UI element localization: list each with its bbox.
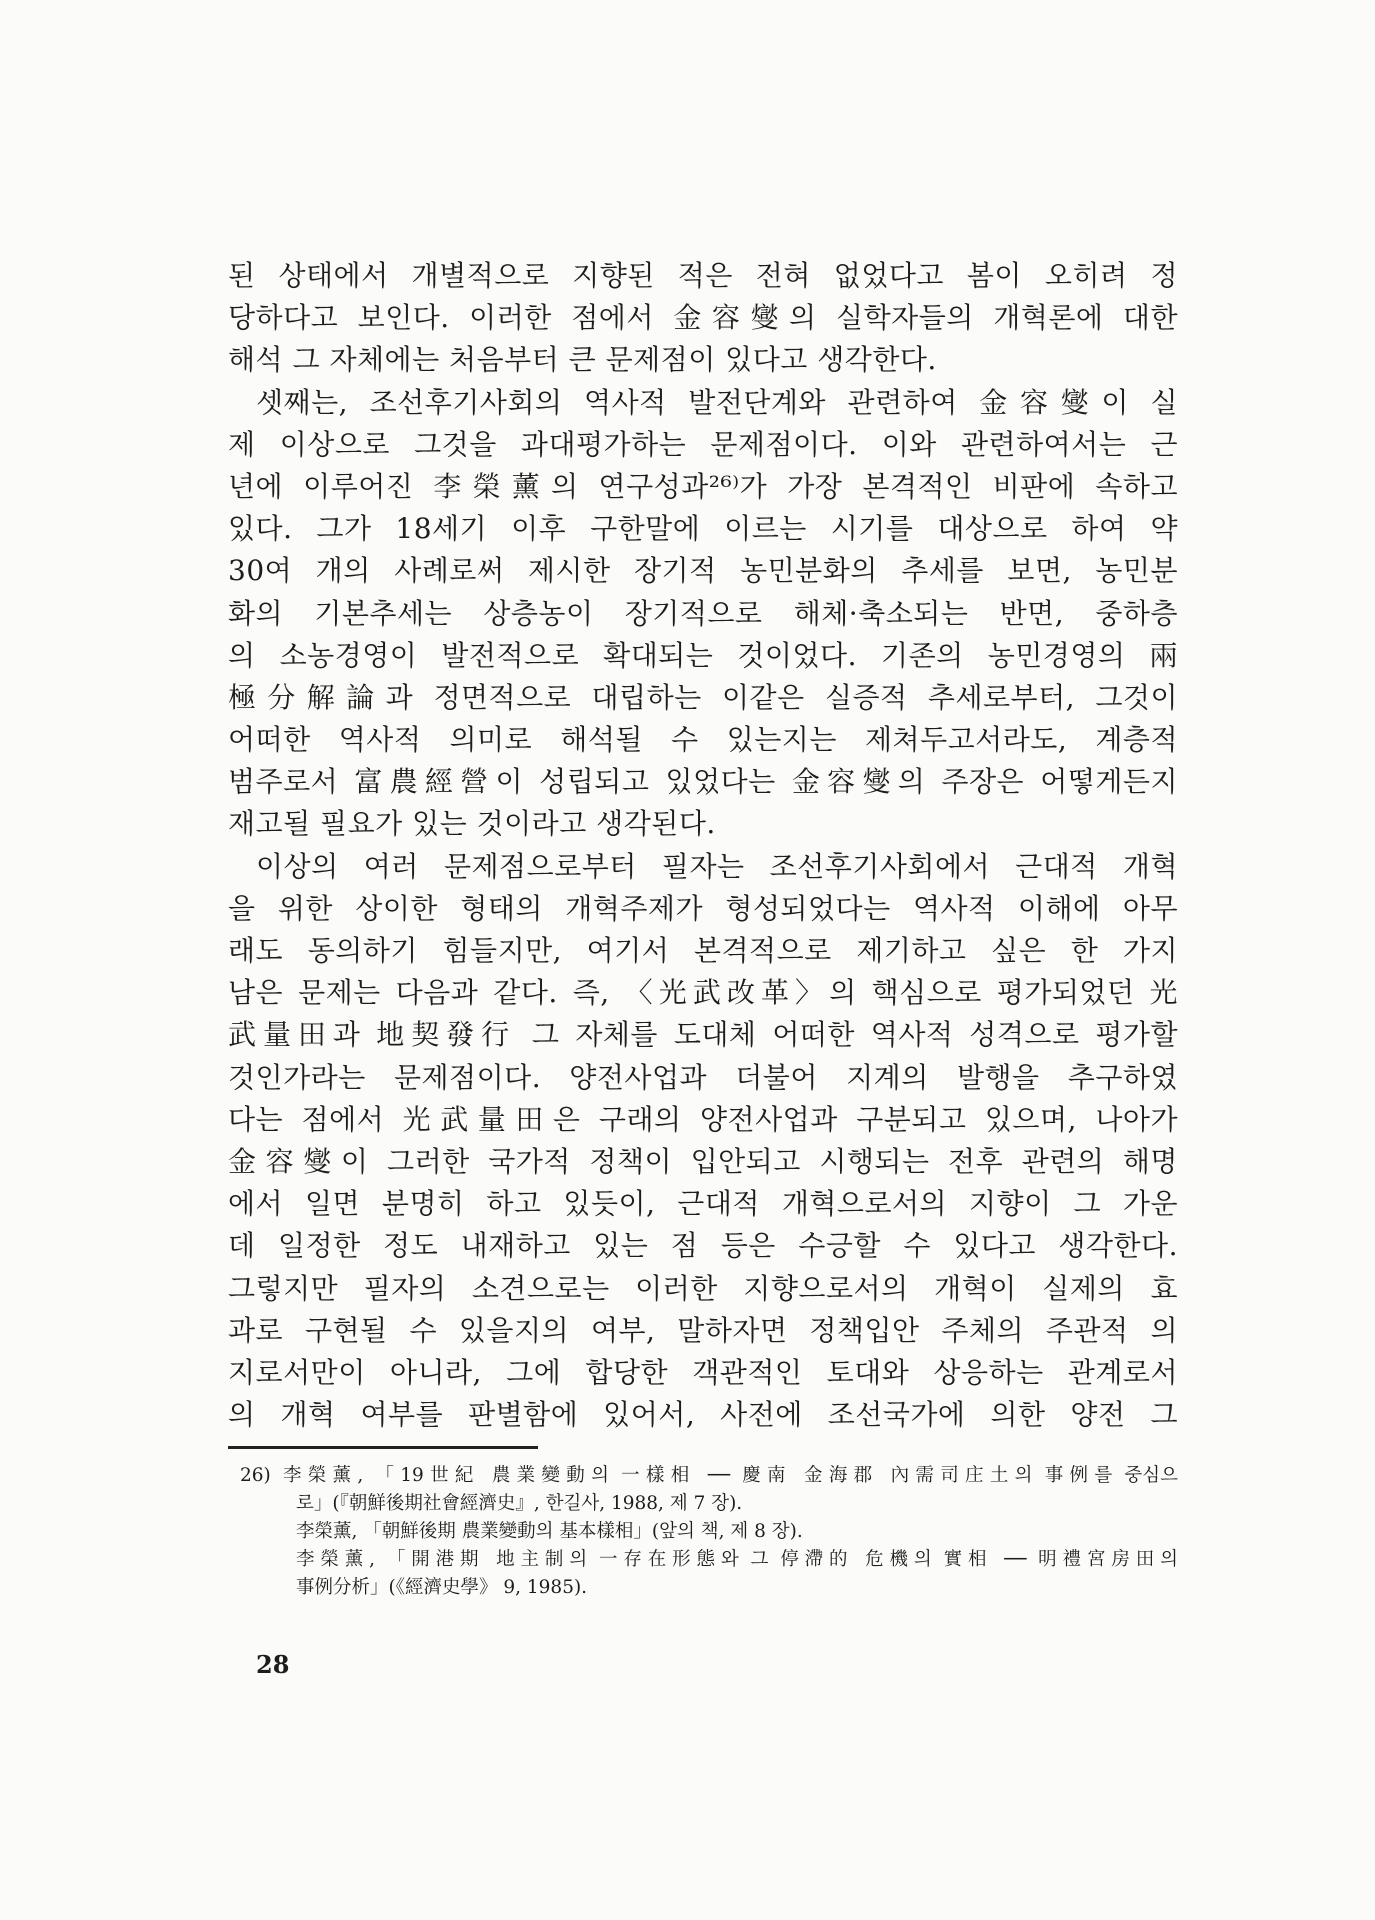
- body-line: 당하다고 보인다. 이러한 점에서 金容燮의 실학자들의 개혁론에 대한: [228, 301, 1178, 335]
- body-line: 다는 점에서 光武量田은 구래의 양전사업과 구분되고 있으며, 나아가: [228, 1102, 1178, 1136]
- body-line: 화의 기본추세는 상층농이 장기적으로 해체·축소되는 반면, 중하층: [228, 596, 1178, 630]
- footnote-line: 로」(『朝鮮後期社會經濟史』, 한길사, 1988, 제 7 장).: [296, 1493, 743, 1514]
- body-line: 년에 이루어진 李榮薰의 연구성과²⁶⁾가 가장 본격적인 비판에 속하고: [228, 469, 1178, 503]
- footnote-line: 26) 李榮薰, 「19世紀 農業變動의 一樣相 ── 慶南 金海郡 內需司庄土의 事例를 중심으: [240, 1465, 1178, 1486]
- body-line: 셋째는, 조선후기사회의 역사적 발전단계와 관련하여 金容燮이 실: [256, 385, 1178, 419]
- body-line: 과로 구현될 수 있을지의 여부, 말하자면 정책입안 주체의 주관적 의: [228, 1313, 1178, 1347]
- body-text: [228, 255, 1178, 1436]
- body-line: 이상의 여러 문제점으로부터 필자는 조선후기사회에서 근대적 개혁: [256, 849, 1178, 883]
- body-line: 된 상태에서 개별적으로 지향된 적은 전혀 없었다고 봄이 오히려 정: [228, 259, 1178, 292]
- body-line: 재고될 필요가 있는 것이라고 생각된다.: [228, 807, 716, 841]
- body-line: 30여 개의 사례로써 제시한 장기적 농민분화의 추세를 보면, 농민분: [228, 554, 1178, 588]
- footnote-line: 李榮薰, 「朝鮮後期 農業變動의 基本樣相」(앞의 책, 제 8 장).: [296, 1521, 803, 1542]
- body-line: 남은 문제는 다음과 같다. 즉, 〈光武改革〉의 핵심으로 평가되었던 光: [228, 976, 1178, 1010]
- body-line: 범주로서 富農經營이 성립되고 있었다는 金容燮의 주장은 어떻게든지: [228, 765, 1178, 799]
- body-line: 데 일정한 정도 내재하고 있는 점 등은 수긍할 수 있다고 생각한다.: [228, 1229, 1178, 1263]
- body-line: 래도 동의하기 힘들지만, 여기서 본격적으로 제기하고 싶은 한 가지: [228, 934, 1178, 967]
- body-line: 의 개혁 여부를 판별함에 있어서, 사전에 조선국가에 의한 양전 그: [228, 1398, 1178, 1432]
- body-line: 지로서만이 아니라, 그에 합당한 객관적인 토대와 상응하는 관계로서: [228, 1355, 1178, 1389]
- footnote-line: 李榮薰, 「開港期 地主制의 一存在形態와 그 停滯的 危機의 實相 ── 明禮宮房田의: [296, 1549, 1178, 1570]
- body-line: 해석 그 자체에는 처음부터 큰 문제점이 있다고 생각한다.: [228, 343, 937, 377]
- footnote-divider: [228, 1446, 538, 1449]
- page-number: 28: [256, 1650, 290, 1679]
- body-line: 의 소농경영이 발전적으로 확대되는 것이었다. 기존의 농민경영의 兩: [228, 638, 1178, 672]
- body-line: 제 이상으로 그것을 과대평가하는 문제점이다. 이와 관련하여서는 근: [228, 427, 1178, 461]
- body-line: 極分解論과 정면적으로 대립하는 이같은 실증적 추세로부터, 그것이: [228, 680, 1178, 714]
- body-line: 武量田과 地契發行 그 자체를 도대체 어떠한 역사적 성격으로 평가할: [228, 1018, 1178, 1052]
- body-line: 어떠한 역사적 의미로 해석될 수 있는지는 제쳐두고서라도, 계층적: [228, 723, 1178, 757]
- body-line: 것인가라는 문제점이다. 양전사업과 더불어 지계의 발행을 추구하였: [228, 1060, 1178, 1094]
- body-line: 을 위한 상이한 형태의 개혁주제가 형성되었다는 역사적 이해에 아무: [228, 891, 1178, 925]
- body-line: 에서 일면 분명히 하고 있듯이, 근대적 개혁으로서의 지향이 그 가운: [228, 1187, 1178, 1221]
- body-line: 있다. 그가 18세기 이후 구한말에 이르는 시기를 대상으로 하여 약: [228, 512, 1178, 546]
- footnotes: [228, 1462, 1178, 1602]
- footnote-line: 事例分析」(《經濟史學》 9, 1985).: [296, 1577, 588, 1598]
- body-line: 金容燮이 그러한 국가적 정책이 입안되고 시행되는 전후 관련의 해명: [228, 1144, 1178, 1178]
- body-line: 그렇지만 필자의 소견으로는 이러한 지향으로서의 개혁이 실제의 효: [228, 1271, 1178, 1305]
